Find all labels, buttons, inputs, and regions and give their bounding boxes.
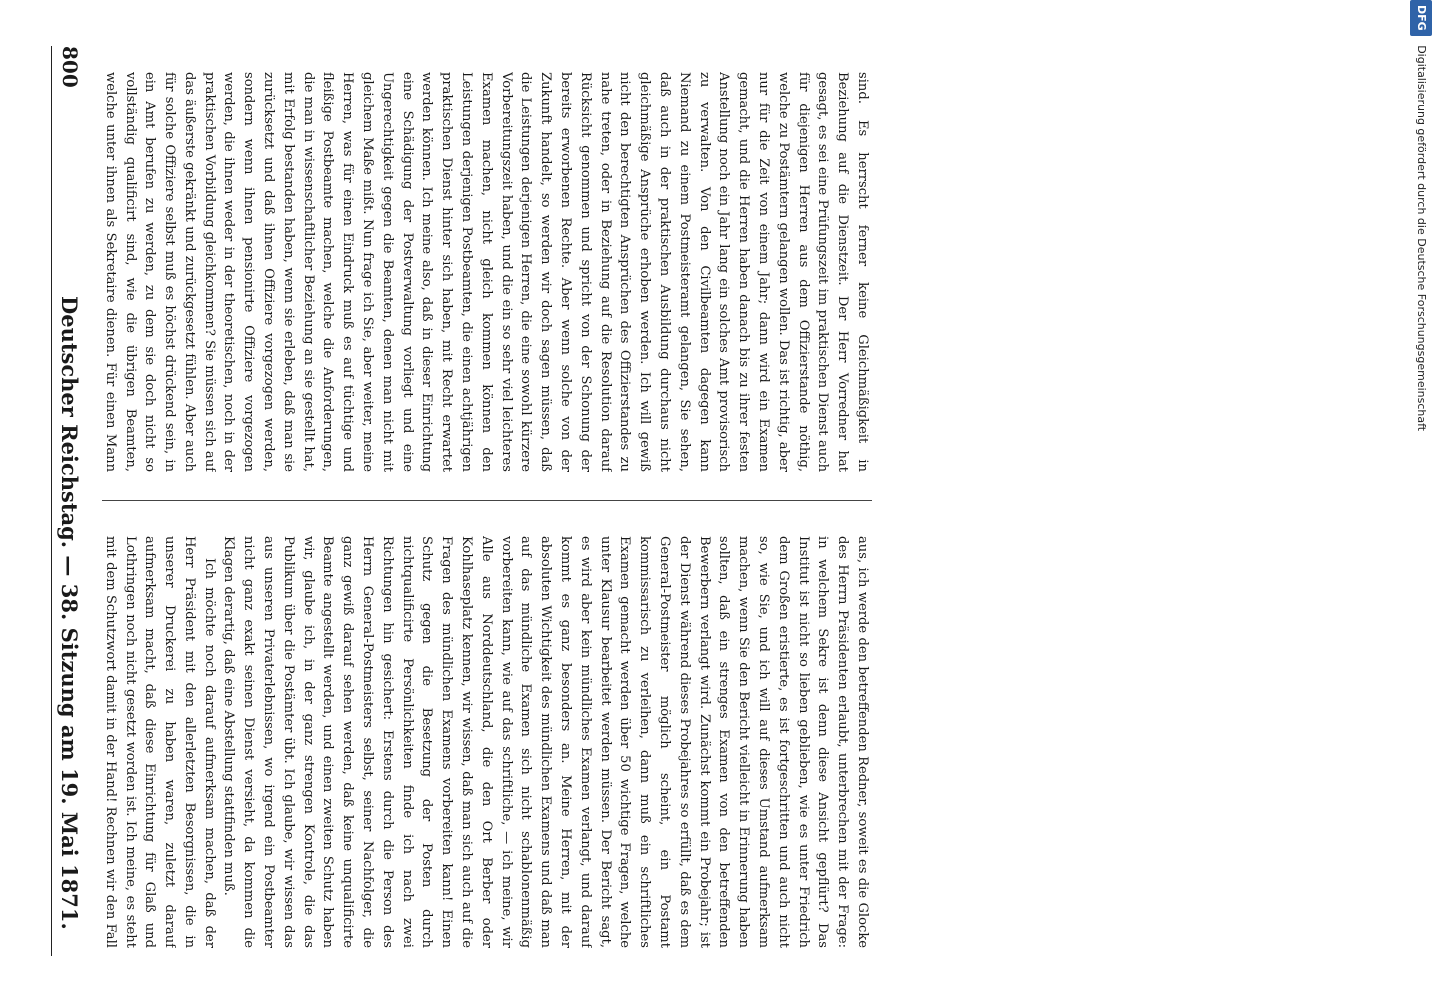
right-column [102, 72, 872, 472]
left-column [102, 536, 872, 948]
dfg-logo: DFG [1410, 0, 1432, 36]
page-number: 800 [58, 46, 82, 88]
paragraph: aus, ich werde den betreffenden Redner, soweit es die Glocke des Herrn Präsidenten erlaubt, unterbrechen mit der Frage: in welchem Sekre ist denn diese Ansicht gepflürt? Das Institut ist nicht so lieben geblieben, wie es unter Friedrich dem Großen eristierte, es ist fortgeschritten und auch nicht so, wie Sie, und ich will auf dieses Umstand aufmerksam machen, wenn Sie den Bericht vielleicht in Erinnerung haben sollten, daß ein strenges Examen von den betreffenden Bewerbern verlangt wird. Zunächst kommt ein Probejahr; ist der Dienst während dieses Probejahres so erfüllt, daß es dem General-Postmeister möglich scheint, ein Postamt kommissarisch zu verleihen, dann muß ein schriftliches Examen gemacht werden über 50 wichtige Fragen, welche unter Klausur bearbeitet werden müssen. Der Bericht sagt, es wird aber kein mündliches Examen verlangt, und darauf kommt es ganz besonders an. Meine Herren, mit der absoluten Wichtigkeit des mündlichen Examens und daß man auf das mündliche Examen sich nicht schablonenmäßig vorbereiten kann, wie auf das schriftliche, — ich meine, wir Alle aus Norddeutschland, die den Ort Berber oder Kohlhaseplatz kennen, wir wissen, daß man sich auch auf die Fragen des mündlichen Examens vorbereiten kann! Einen Schutz gegen die Besetzung der Posten durch nichtqualificirte Persönlichkeiten finde ich nach zwei Richtungen hin gesichert: Erstens durch die Person des Herrn General-Postmeisters selbst, seiner Nachfolger, die ganz gewiß darauf sehen werden, daß keine unqualificirte Beamte angestellt werden, und einen zweiten Schutz haben wir, glaube ich, in der ganz strengen Kontrole, die das Publikum über die Postämter übt. Ich glaube, wir wissen das aus unseren Privaterlebnissen, wo irgend ein Postbeamter nicht ganz exakt seinen Dienst versieht, da kommen die Klagen derartig, daß eine Abstellung stattfinden muß. [221, 536, 870, 948]
page-header [48, 46, 88, 956]
digitization-stamp [1408, 0, 1432, 1000]
paragraph: Ich möchte noch darauf aufmerksam machen, daß der Herr Präsident mit den allerletzten Besorgnissen, die in unserer Druckerei zu haben waren, zuletzt darauf aufmerksam macht, daß diese Einrichtung für Glaß und Lothringen noch nicht gesetzt worden ist. Ich meine, es steht mit dem Schutzwort damit in der Hand! Rechnen wir den Fall [102, 536, 217, 948]
header-rule [51, 46, 52, 956]
paragraph: sind. Es herrscht ferner keine Gleichmäßigkeit in Beziehung auf die Dienstzeit. Der Herr Vorredner hat gesagt, es sei eine Prüfungszeit im praktischen Dienst auch für diejenigen Herren aus dem Offizierstande nöthig, welche zu Postämtern gelangen wollen. Das ist richtig, aber nur für die Zeit von einem Jahr; dann wird ein Examen gemacht, und die Herren haben danach bis zu ihrer festen Anstellung noch ein Jahr lang ein solches Amt provisorisch zu verwalten. Von den Civilbeamten dagegen kann Niemand zu einem Postmeisteramt gelangen, Sie sehen, daß auch in der praktischen Ausbildung durchaus nicht gleichmäßige Ansprüche erhoben werden. Ich will gewiß nicht den berechtigten Ansprüchen des Offizierstandes zu nahe treten, oder in Beziehung auf die Resolution darauf Rücksicht genommen und spricht von der Schonung der bereits erworbenen Rechte. Aber wenn solche von der Zukunft handelt, so werden wir doch sagen müssen, daß die Leistungen derjenigen Herren, die eine sowohl kürzere Vorbereitungszeit haben, und die ein so sehr viel leichteres Examen machen, nicht gleich kommen können den Leistungen derjenigen Postbeamten, die einen achtjährigen praktischen Dienst hinter sich haben, mit Recht erwartet werden können. Ich meine also, daß in dieser Einrichtung eine Schädigung der Postverwaltung vorliegt und eine Ungerechtigkeit gegen die Beamten, denen man nicht mit gleichem Maße mißt. Nun frage ich Sie, aber weiter, meine Herren, was für einen Eindruck muß es auf tüchtige und fleißige Postbeamte machen, welche die Anforderungen, die man in wissenschaftlicher Beziehung an sie gestellt hat, mit Erfolg bestanden haben, wenn sie erleben, daß man sie zurücksetzt und daß ihnen Offiziere vorgezogen werden, sondern wenn ihnen pensionirte Offiziere vorgezogen werden, die ihnen weder in der theoretischen, noch in der praktischen Vorbildung gleichkommen? Sie müssen sich auf das äußerste gekränkt und zurückgesetzt fühlen. Aber auch für solche Offiziere selbst muß es höchst drückend sein, in ein Amt berufen zu werden, zu dem sie doch nicht so vollständig qualificirt sind, wie die übrigen Beamten, welche unter ihnen als Sekretaire dienen. Für einen Mann [102, 72, 870, 472]
column-divider [102, 500, 872, 501]
running-title: Deutscher Reichstag. — 38. Sitzung am 19. Mai 1871. [57, 296, 82, 930]
stamp-text: Digitalisierung gefördert durch die Deutsche Forschungsgemeinschaft [1415, 45, 1428, 432]
